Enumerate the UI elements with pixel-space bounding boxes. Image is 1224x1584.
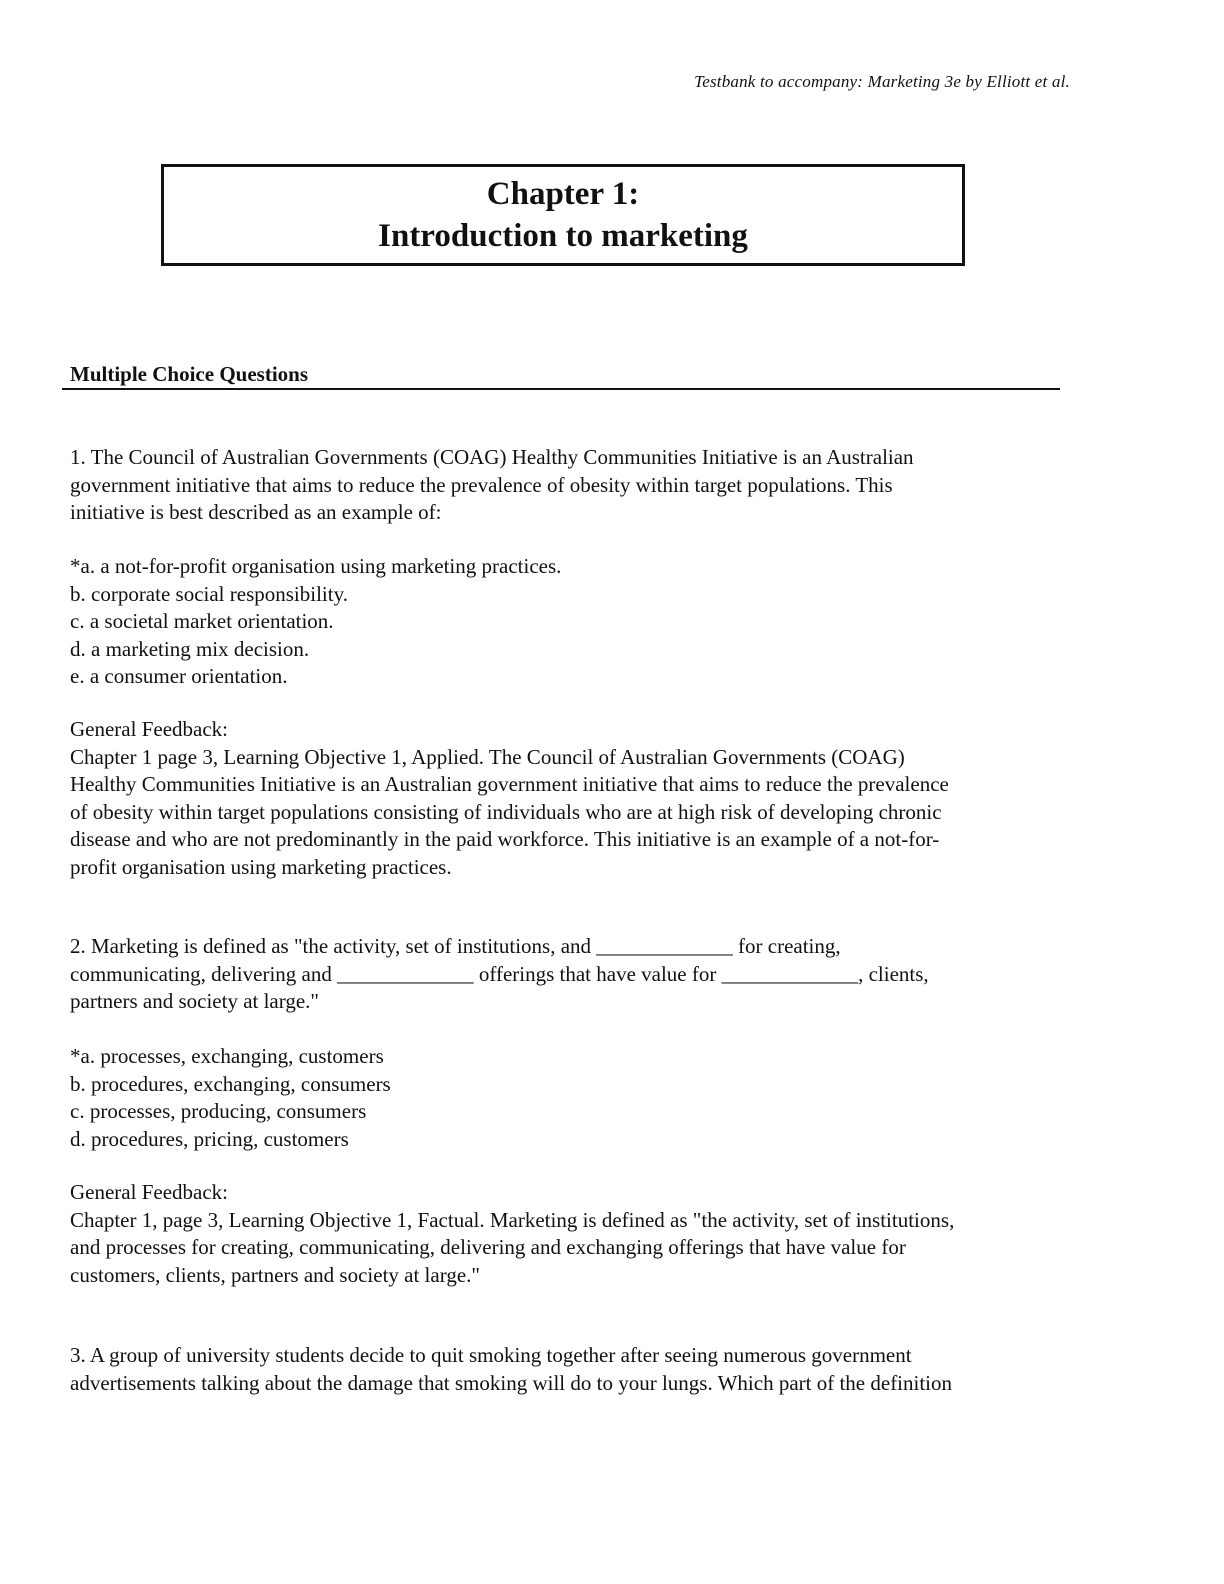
question-1-option-a: *a. a not-for-profit organisation using marketing practices. xyxy=(70,554,562,578)
question-3-stem-line: advertisements talking about the damage that smoking will do to your lungs. Which part of the definition xyxy=(70,1370,953,1395)
feedback-line: of obesity within target populations consisting of individuals who are at high risk of developing chronic xyxy=(70,799,942,824)
section-divider xyxy=(62,388,1060,390)
question-1-option-e: e. a consumer orientation. xyxy=(70,664,288,688)
feedback-line: Healthy Communities Initiative is an Australian government initiative that aims to reduce the prevalence xyxy=(70,772,949,796)
question-1-option-c: c. a societal market orientation. xyxy=(70,609,334,633)
chapter-title-box xyxy=(161,164,965,266)
feedback-line: and processes for creating, communicating, delivering and exchanging offerings that have value for xyxy=(70,1235,906,1259)
feedback-line: Chapter 1, page 3, Learning Objective 1, Factual. Marketing is defined as "the activity, set of institutions, xyxy=(70,1207,955,1232)
question-2-stem-line: communicating, delivering and _____________ offerings that have value for _____________, clients, xyxy=(70,961,929,986)
question-2-option-b: b. procedures, exchanging, consumers xyxy=(70,1071,391,1096)
question-2-option-c: c. processes, producing, consumers xyxy=(70,1099,367,1123)
question-1-option-d: d. a marketing mix decision. xyxy=(70,636,310,661)
question-1-stem-line: initiative is best described as an example of: xyxy=(70,500,442,524)
section-heading: Multiple Choice Questions xyxy=(70,362,309,386)
question-1-option-b: b. corporate social responsibility. xyxy=(70,581,348,606)
feedback-line: Chapter 1 page 3, Learning Objective 1, Applied. The Council of Australian Governments (COAG) xyxy=(70,744,905,769)
question-3-stem xyxy=(70,1342,1080,1397)
feedback-label: General Feedback: xyxy=(70,717,229,741)
question-2-option-a: *a. processes, exchanging, customers xyxy=(70,1044,384,1068)
question-2-stem-line: partners and society at large." xyxy=(70,989,320,1013)
question-2-feedback xyxy=(70,1179,1080,1289)
question-1-options xyxy=(70,553,1080,691)
question-2-stem-line: 2. Marketing is defined as "the activity, set of institutions, and _____________ for creating, xyxy=(70,934,841,958)
question-2-stem xyxy=(70,933,1080,1016)
question-1-stem-line: 1. The Council of Australian Governments (COAG) Healthy Communities Initiative is an Australian xyxy=(70,445,914,469)
feedback-line: customers, clients, partners and society at large." xyxy=(70,1262,480,1287)
question-2-options xyxy=(70,1043,1080,1153)
feedback-label: General Feedback: xyxy=(70,1180,229,1204)
chapter-title: Introduction to marketing xyxy=(378,218,748,254)
chapter-number: Chapter 1: xyxy=(486,176,640,212)
question-1-feedback xyxy=(70,716,1080,881)
question-3-stem-line: 3. A group of university students decide to quit smoking together after seeing numerous government xyxy=(70,1343,912,1367)
running-header: Testbank to accompany: Marketing 3e by Elliott et al. xyxy=(694,72,1070,91)
feedback-line: profit organisation using marketing practices. xyxy=(70,854,452,879)
question-1-stem xyxy=(70,444,1080,527)
feedback-line: disease and who are not predominantly in the paid workforce. This initiative is an example of a not-for- xyxy=(70,827,940,851)
question-1-stem-line: government initiative that aims to reduce the prevalence of obesity within target populations. This xyxy=(70,472,893,497)
question-2-option-d: d. procedures, pricing, customers xyxy=(70,1126,349,1151)
